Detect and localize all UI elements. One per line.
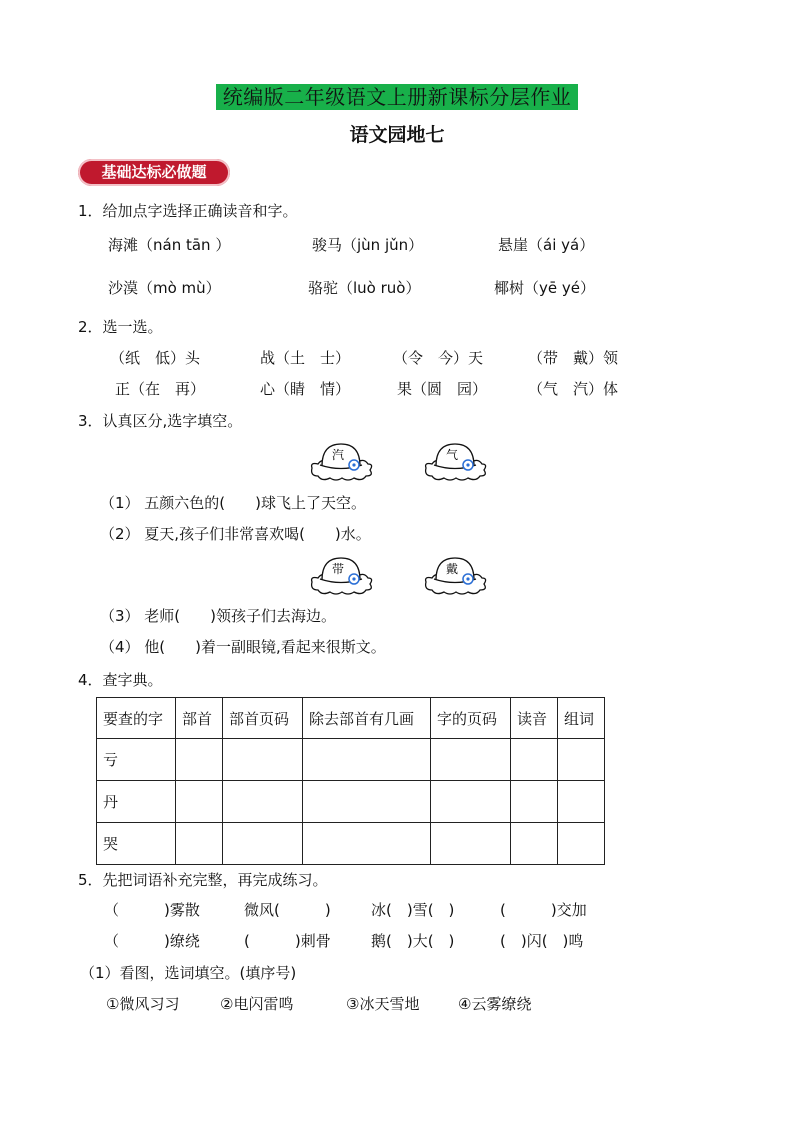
hat-char: 带: [331, 562, 345, 576]
table-row: [97, 823, 605, 865]
question-4-title: 4．查字典。: [78, 671, 163, 689]
hat-icon: [308, 438, 374, 484]
question-2-title: 2．选一选。: [78, 318, 163, 336]
q5-subquestion: （1）看图，选词填空。(填序号): [80, 964, 297, 982]
q5-blank-phrase: 鹅( )大( ): [371, 932, 455, 950]
q2-item: 果（圆 园）: [397, 380, 488, 398]
hat-char: 气: [445, 448, 459, 462]
column-header: 组词: [558, 698, 605, 739]
section-badge: 基础达标必做题: [78, 159, 230, 186]
q5-blank-phrase: 微风( ): [244, 901, 331, 919]
page-title: 语文园地七: [349, 124, 445, 146]
q2-item: （气 汽）体: [528, 380, 619, 398]
q1-item: 海滩（nán tān ）: [108, 236, 231, 254]
q1-item: 沙漠（mò mù）: [108, 279, 221, 297]
column-header: 读音: [511, 698, 558, 739]
column-header: 除去部首有几画: [303, 698, 431, 739]
hat-char: 汽: [331, 448, 345, 462]
hat-char: 戴: [445, 562, 459, 576]
q5-blank-phrase: （ )雾散: [104, 901, 200, 919]
hat-icon: [422, 438, 488, 484]
q5-blank-phrase: ( )交加: [500, 901, 587, 919]
column-header: 要查的字: [97, 698, 176, 739]
table-cell-blank[interactable]: [431, 781, 511, 823]
q5-option: ①微风习习: [106, 995, 180, 1013]
table-cell-blank[interactable]: [511, 739, 558, 781]
q3-item: （1） 五颜六色的( )球飞上了天空。: [100, 494, 367, 512]
table-cell-blank[interactable]: [303, 739, 431, 781]
table-cell-blank[interactable]: [511, 781, 558, 823]
table-cell-blank[interactable]: [558, 823, 605, 865]
table-cell-blank[interactable]: [223, 781, 303, 823]
table-cell-char: 哭: [97, 823, 176, 865]
q5-blank-phrase: （ )缭绕: [104, 932, 200, 950]
q2-item: 心（睛 情）: [260, 380, 351, 398]
q3-item: （4） 他( )着一副眼镜,看起来很斯文。: [100, 638, 386, 656]
table-cell-blank[interactable]: [303, 823, 431, 865]
table-cell-char: 丹: [97, 781, 176, 823]
q2-item: （带 戴）领: [528, 349, 619, 367]
question-1-title: 1．给加点字选择正确读音和字。: [78, 202, 298, 220]
column-header: 部首: [176, 698, 223, 739]
q2-item: 战（土 士）: [260, 349, 351, 367]
q5-blank-phrase: 冰( )雪( ): [371, 901, 455, 919]
question-5-title: 5．先把词语补充完整，再完成练习。: [78, 871, 328, 889]
table-cell-blank[interactable]: [558, 739, 605, 781]
table-cell-blank[interactable]: [511, 823, 558, 865]
q2-item: 正（在 再）: [115, 380, 206, 398]
column-header: 字的页码: [431, 698, 511, 739]
q5-blank-phrase: ( )闪( )鸣: [500, 932, 584, 950]
table-row: [97, 781, 605, 823]
table-cell-blank[interactable]: [558, 781, 605, 823]
dictionary-table: [96, 697, 605, 865]
q3-item: （3） 老师( )领孩子们去海边。: [100, 607, 337, 625]
table-cell-blank[interactable]: [176, 739, 223, 781]
q5-blank-phrase: ( )刺骨: [244, 932, 331, 950]
table-header-row: [97, 698, 605, 739]
table-cell-blank[interactable]: [431, 739, 511, 781]
table-cell-blank[interactable]: [431, 823, 511, 865]
table-row: [97, 739, 605, 781]
table-cell-blank[interactable]: [176, 781, 223, 823]
q5-option: ③冰天雪地: [346, 995, 420, 1013]
q2-item: （令 今）天: [393, 349, 484, 367]
q1-item: 骆驼（luò ruò）: [308, 279, 421, 297]
table-cell-char: 亏: [97, 739, 176, 781]
table-cell-blank[interactable]: [176, 823, 223, 865]
q1-item: 椰树（yē yé）: [494, 279, 595, 297]
hat-icon: [308, 552, 374, 598]
column-header: 部首页码: [223, 698, 303, 739]
q5-option: ④云雾缭绕: [458, 995, 532, 1013]
q1-item: 骏马（jùn jǔn）: [312, 236, 424, 254]
hat-icon: [422, 552, 488, 598]
q2-item: （纸 低）头: [110, 349, 201, 367]
table-cell-blank[interactable]: [223, 739, 303, 781]
q3-item: （2） 夏天,孩子们非常喜欢喝( )水。: [100, 525, 371, 543]
q1-item: 悬崖（ái yá）: [498, 236, 595, 254]
table-cell-blank[interactable]: [303, 781, 431, 823]
question-3-title: 3．认真区分,选字填空。: [78, 412, 243, 430]
table-cell-blank[interactable]: [223, 823, 303, 865]
q5-option: ②电闪雷鸣: [220, 995, 294, 1013]
series-title: 统编版二年级语文上册新课标分层作业: [216, 84, 578, 110]
